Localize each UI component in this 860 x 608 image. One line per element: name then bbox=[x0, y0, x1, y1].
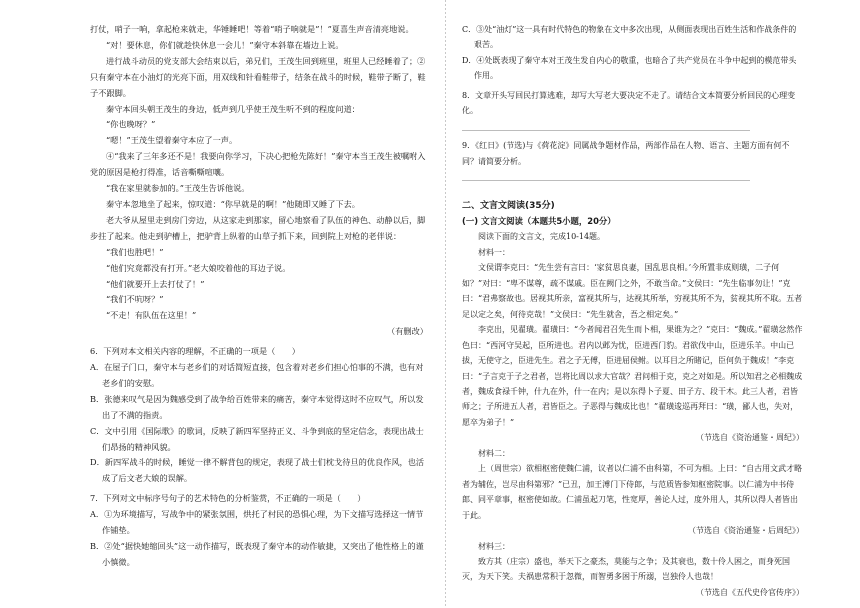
material-label: 材料三： bbox=[478, 541, 510, 551]
classical-passage: 李克出，见翟璜。翟璜曰：“今者闻君召先生而卜相，果谁为之？”克曰：“魏成。”翟璜忿然作色曰：“西河守吴起，臣所进也。君内以邺为忧，臣进西门豹。君欲伐中山，臣进乐羊。中山已拔，无使守之，臣进先生。君之子无傅，臣进屈侯鲋。以耳目之所睹记，臣何负于魏成！”李克曰：“子言克于子之君者，岂将比周以求大官哉？君问相于克，克之对如是。所以知君之必相魏成者，魏成食禄千钟，什九在外，什一在内；是以东得卜子夏、田子方、段干木。此三人者，君皆师之；子所进五人者，君皆臣之。子恶得与魏成比也！”翟璜逡巡再拜曰：“璜，鄙人也，失对，愿卒为弟子！” bbox=[462, 325, 803, 427]
question-6: 6．下列对本文相关内容的理解，不正确的一项是（ ） bbox=[90, 346, 300, 357]
question-7-option-d: D．④处既表现了秦守本对王茂生发自内心的敬重，也暗合了共产党员在斗争中起到的模范带头作用。 bbox=[462, 55, 797, 81]
question-7: 7．下列对文中标序号句子的艺术特色的分析鉴赏，不正确的一项是（ ） bbox=[90, 493, 366, 504]
question-8: 8．文章开头写回民打算逃难，却写大写老大要决定不走了。请结合文本简要分析回民的心理变化。 bbox=[462, 90, 796, 116]
story-paragraph: “他们究竟都没有打开。”老大娘咬着他的耳边子说。 bbox=[106, 262, 291, 273]
question-7-option-c: C．③处“油灯”这一具有时代特色的物象在文中多次出现，从侧面表现出百姓生活和作战条件的艰苦。 bbox=[462, 25, 797, 50]
story-paragraph: “对！要休息，你们就趁快休息一会儿！”秦守本斜靠在墙边上说。 bbox=[106, 39, 344, 50]
story-paragraph: 进行战斗动员的党支部大会结束以后，弟兄们，王茂生回到班里，班里人已经睡着了；②只有秦守本在小油灯的光亮下面，用双线和针看鞋带子，结条在战斗的时候，鞋带子断了，鞋子不跟脚。 bbox=[90, 55, 426, 98]
story-paragraph: “不走！有队伍在这里！” bbox=[106, 310, 197, 321]
story-paragraph: “嗯！”王茂生望着秦守本应了一声。 bbox=[106, 135, 238, 146]
classical-passage: 上（周世宗）欲相枢密使魏仁浦，议者以仁浦不由科第，不可为相。上曰：“自古用文武才略者为辅佐，岂尽由科第邪？”已丑，加王溥门下侍郎，与范质皆参知枢密院事。以仁浦为中书侍郎、同平章事，枢密使如故。仁浦虽起刀笔，性宽厚，善论人过，度外用人，其所以得人者皆出于此。 bbox=[462, 464, 803, 520]
question-6-option-c: C．文中引用《国际歌》的歌词，反映了新四军坚持正义、斗争到底的坚定信念，表现出战士们昂扬的精神风貌。 bbox=[90, 425, 424, 452]
story-paragraph: “我们也胜吧！” bbox=[106, 246, 164, 257]
instructions: 阅读下面的文言文，完成10-14题。 bbox=[478, 232, 606, 242]
answer-line: ________________________________________________________________________ bbox=[462, 121, 750, 131]
story-paragraph: 秦守本回头朝王茂生的身边，低声到几乎使王茂生听不到的程度问道： bbox=[106, 103, 360, 114]
question-6-option-a: A．在屋子门口，秦守本与老乡们的对话简短直接，包含着对老乡们担心怕事的不满，也有对老乡们的安慰。 bbox=[90, 362, 424, 388]
source-note: （节选自《资治通鉴・周纪》） bbox=[696, 433, 804, 443]
question-6-option-d: D．新四军战斗的时候，睡觉一律不解背包的规定，表现了战士们枕戈待旦的优良作风，也活成了后文老大娘的误解。 bbox=[90, 457, 425, 484]
story-paragraph: “他们就要开上去打仗了！” bbox=[106, 278, 205, 289]
story-paragraph: ④“我来了三年多还不是！我要向你学习，下决心把枪先陈好！”秦守本当王茂生被嘱咐入党的原因是枪打得准，话音嘶嘶喧嚷。 bbox=[90, 151, 426, 178]
subsection-heading: (一) 文言文阅读（本题共5小题，20分） bbox=[462, 215, 616, 226]
answer-line: ________________________________________________________________________ bbox=[462, 172, 750, 182]
material-label: 材料二： bbox=[478, 448, 510, 458]
story-paragraph: 老大爷从屋里走到房门旁边，从这家走到那家，留心地察看了队伍的神色、动静以后，脚步拄了起来。他走到驴槽上，把驴背上纵着的山草子抓下来，回到院上对枪的老伴说： bbox=[90, 214, 426, 241]
classical-passage: 文侯谓李克曰：“先生尝有言曰：‘家贫思良妻，国乱思良相。’今所置非成则璜，二子何如？”对曰：“卑不谋尊，疏不谋戚。臣在阙门之外，不敢当命。”文侯曰：“先生临事勿让！”克曰：“君弗察故也。居视其所亲，富视其所与，达视其所举，穷视其所不为，贫视其所不取。五者足以定之矣，何待克哉！”文侯曰：“先生就舍，吾之相定矣。” bbox=[462, 263, 803, 319]
story-paragraph: “我们不吭呀？” bbox=[106, 294, 164, 305]
column-divider bbox=[445, 0, 446, 608]
story-paragraph: 秦守本忽地坐了起来，惊叹道：“你早就是的啊！”他随即又睡了下去。 bbox=[106, 198, 360, 209]
material-label: 材料一： bbox=[478, 247, 510, 257]
source-note: （节选自《资治通鉴・后周纪》） bbox=[688, 526, 804, 536]
story-paragraph: “你也晚呀？” bbox=[106, 119, 156, 130]
source-note: （有删改） bbox=[387, 326, 428, 337]
right-column bbox=[462, 22, 804, 600]
left-column bbox=[90, 22, 428, 571]
classical-passage: 致方其（庄宗）盛也，举天下之豪杰，莫能与之争；及其衰也，数十伶人困之，而身死国灭，为天下笑。夫祸患常积于忽微，而智勇多困于所溺，岂独伶人也哉！ bbox=[462, 556, 790, 582]
question-7-option-b: B．②处“据快她缩回头”这一动作描写，既表现了秦守本的动作敏捷，又突出了他性格上的谨小慎微。 bbox=[90, 541, 424, 567]
source-note: （节选自《五代史伶官传序》） bbox=[696, 587, 804, 597]
question-7-option-a: A．①为环境描写，写战争中的紧张氛围，烘托了村民的恐惧心理，为下文描写选择这一情节作铺垫。 bbox=[90, 509, 424, 536]
question-6-option-b: B．张德来叹气是因为魏感受到了战争给百姓带来的痛苦，秦守本觉得这时不应叹气，所以发出了不满的指责。 bbox=[90, 393, 424, 420]
story-paragraph: “我在家里就参加的。”王茂生告诉他说。 bbox=[106, 183, 250, 194]
section-heading: 二、文言文阅读(35分) bbox=[462, 200, 555, 211]
story-paragraph: 打仗，哨子一响，拿起枪来就走，华锤睡吧！等着“哨子响就是”！”夏喜生声音清亮地说。 bbox=[90, 24, 414, 34]
question-9: 9．《红日》(节选)与《荷花淀》同属战争题材作品，两部作品在人物、语言、主题方面有何不同？请简要分析。 bbox=[462, 141, 790, 166]
